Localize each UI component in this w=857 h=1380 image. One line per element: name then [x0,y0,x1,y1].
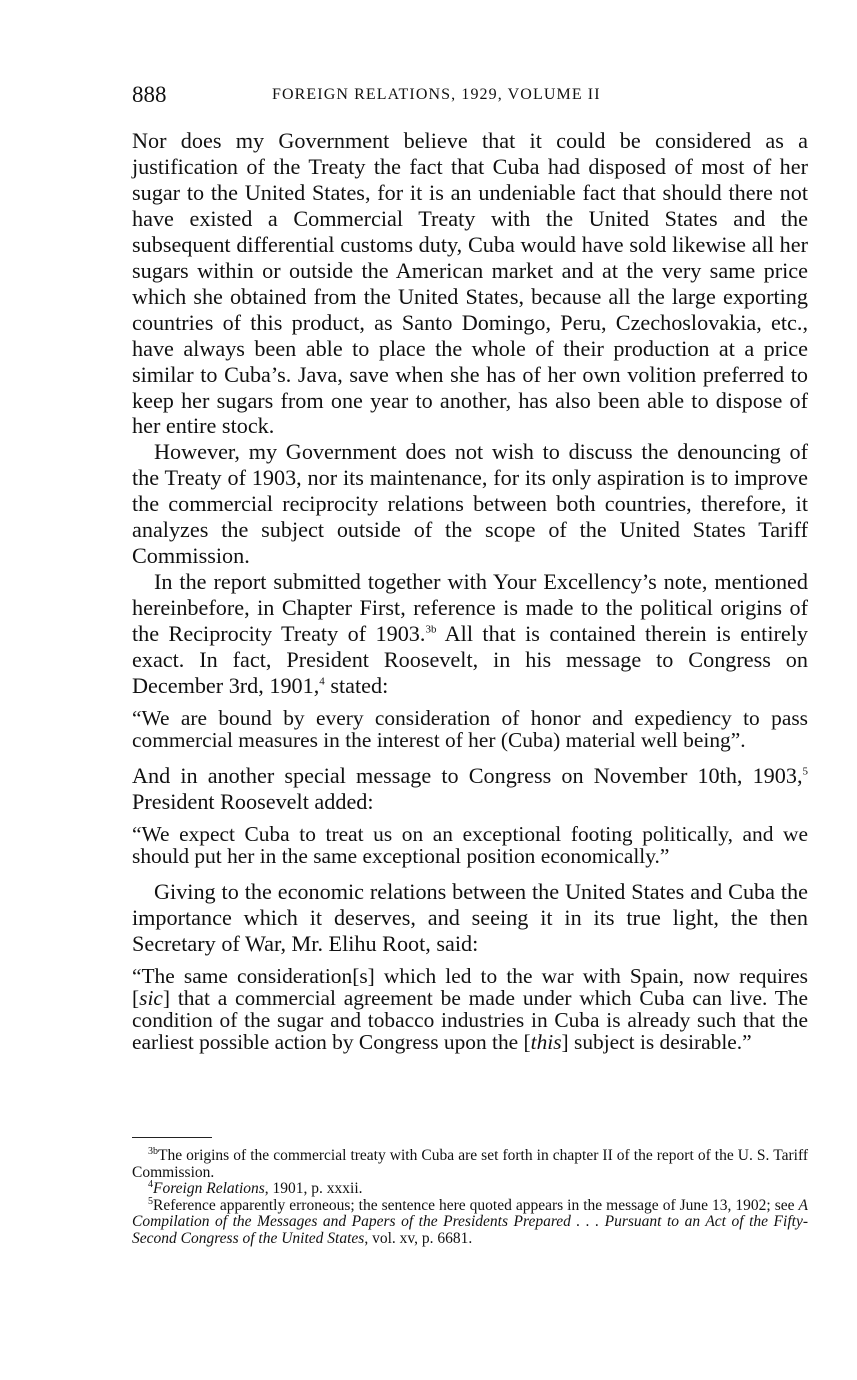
paragraph-sugar-justification: Nor does my Government believe that it could be considered as a justification of the Treaty the fact that Cuba had disposed of most of her sugar to the United States, for it is an undeniable fact that should there not have existed a Commercial Treaty with the United States and the subsequent differential customs duty, Cuba would have sold likewise all her sugars within or outside the American market and at the very same price which she obtained from the United States, because all the large exporting countries of this product, as Santo Domingo, Peru, Czechoslovakia, etc., have always been able to place the whole of their production at a price similar to Cuba’s. Java, save when she has of her own volition preferred to keep her sugars from one year to another, has also been able to dispose of her entire stock. [132,128,808,439]
quote-text: ] subject is desirable.” [561,1029,752,1054]
footnote-rule [132,1137,212,1138]
paragraph-report-origins [132,569,808,699]
footnote-ref-3b: 3b [425,623,437,636]
paragraph-text: All that is contained therein is entirely exact. In fact, President Roosevelt, in his message to Congress on December 3rd, 1901, [132,621,809,699]
footnote-text: Reference apparently erroneous; the sentence here quoted appears in the message of June 13, 1902; see [153,1196,799,1214]
paragraph-treaty-1903: However, my Government does not wish to discuss the denouncing of the Treaty of 1903, nor its maintenance, for its only aspiration is to improve the commercial reciprocity relations between both countries, therefore, it analyzes the subject outside of the scope of the United States Tariff Commission. [132,439,808,569]
footnote-mark: 4 [148,1178,153,1190]
footnote-mark: 5 [148,1195,153,1207]
running-head: FOREIGN RELATIONS, 1929, VOLUME II [272,86,601,103]
footnote-ref-5: 5 [802,765,808,778]
paragraph-elihu-root: Giving to the economic relations between the United States and Cuba the importance which it deserves, and seeing it in its true light, the then Secretary of War, Mr. Elihu Root, said: [132,878,808,956]
footnote-text: The origins of the commercial treaty with Cuba are set forth in chapter II of the report of the U. S. Tariff Commission. [132,1147,808,1181]
footnote-text: , vol. xv, p. 6681. [364,1229,473,1247]
paragraph-text: And in another special message to Congress on November 10th, 1903, [132,762,803,788]
quote-roosevelt-1903: “We expect Cuba to treat us on an exceptional footing politically, and we should put her in the same exceptional position economically.” [132,821,808,868]
paragraph-text: stated: [324,673,389,699]
page-number: 888 [132,82,167,107]
sic-italic: sic [139,985,163,1010]
footnote-ref-4: 4 [319,675,325,688]
footnote-5 [132,1195,808,1248]
footnote-italic: A Compilation of the Messages and Papers of the Presidents Prepared . . . Pursuant to an Act of the Fifty-Second Congress of the United States [132,1196,808,1247]
paragraph-text: In the report submitted together with Your Excellency’s note, mentioned hereinbefore, in Chapter First, reference is made to the political origins of the Reciprocity Treaty of 1903. [132,569,808,647]
quote-elihu-root [132,965,808,1053]
quote-text: “The same consideration[s] which led to the war with Spain, now requires [ [132,963,808,1010]
footnote-4 [132,1178,808,1198]
footnote-text: , 1901, p. xxxii. [264,1180,363,1197]
quote-roosevelt-1901: “We are bound by every consideration of honor and expediency to pass commercial measures in the interest of her (Cuba) material well being”. [132,705,808,752]
page-header [132,82,808,114]
footnote-italic: Foreign Relations [153,1180,265,1197]
this-italic: this [530,1029,562,1054]
footnote-mark: 3b [148,1145,158,1157]
paragraph-special-message [132,763,808,815]
paragraph-text: President Roosevelt added: [132,788,374,814]
footnote-3b [132,1145,808,1181]
quote-text: ] that a commercial agreement be made under which Cuba can live. The condition of the sugar and tobacco industries in Cuba is already such that the earliest possible action by Congress upon the [ [132,985,808,1054]
footnotes [132,1145,808,1247]
body-text [132,128,808,1053]
